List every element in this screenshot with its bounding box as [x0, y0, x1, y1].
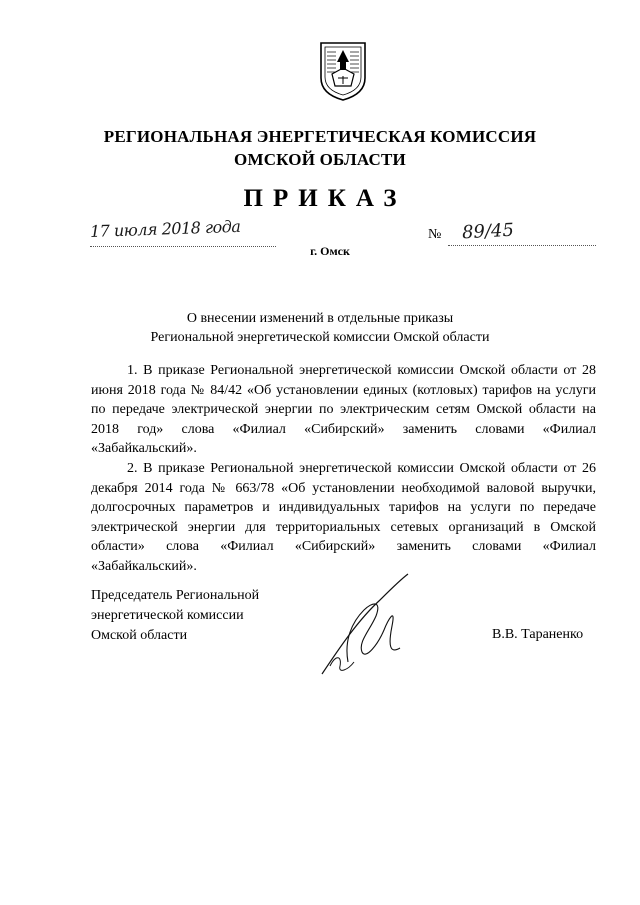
order-body	[91, 361, 596, 577]
order-paragraph-2: 2. В приказе Региональной энергетической комиссии Омской области от 26 декабря 2014 года № 663/78 «Об установлении необходимой валовой выручки, долгосрочных параметров и индивидуальных тарифов на услуги по передаче электрической энергии для территориальных сетевых организаций в Омской области» слова «Филиал «Сибирский» заменить словами «Филиал «Забайкальский».	[91, 460, 596, 574]
coat-of-arms-icon	[318, 40, 368, 102]
number-label: №	[428, 227, 442, 242]
org-name-line2: ОМСКОЙ ОБЛАСТИ	[234, 150, 406, 169]
handwritten-signature-icon	[318, 570, 418, 680]
order-paragraph-1: 1. В приказе Региональной энергетической комиссии Омской области от 28 июня 2018 года № 84/42 «Об установлении единых (котловых) тарифов на услуги по передаче электрической энергии по электрическим сетям Омской области на 2018 год» слова «Филиал «Сибирский» заменить словами «Филиал «Забайкальский».	[91, 363, 596, 457]
signer-position-line1: Председатель Региональной	[91, 588, 260, 603]
document-number: 89/45	[461, 219, 515, 244]
city-label: г. Омск	[310, 244, 350, 258]
signer-position	[91, 586, 259, 646]
org-name-line1: РЕГИОНАЛЬНАЯ ЭНЕРГЕТИЧЕСКАЯ КОМИССИЯ	[103, 127, 537, 146]
subject-line1: О внесении изменений в отдельные приказы	[186, 311, 454, 326]
document-date: 17 июля 2018 года	[89, 216, 241, 241]
signer-position-line2: энергетической комиссии	[91, 608, 244, 623]
document-title: ПРИКАЗ	[243, 185, 407, 212]
signer-name: В.В. Тараненко	[492, 627, 584, 642]
signer-position-line3: Омской области	[91, 628, 188, 643]
subject-line2: Региональной энергетической комиссии Омской области	[150, 330, 490, 345]
